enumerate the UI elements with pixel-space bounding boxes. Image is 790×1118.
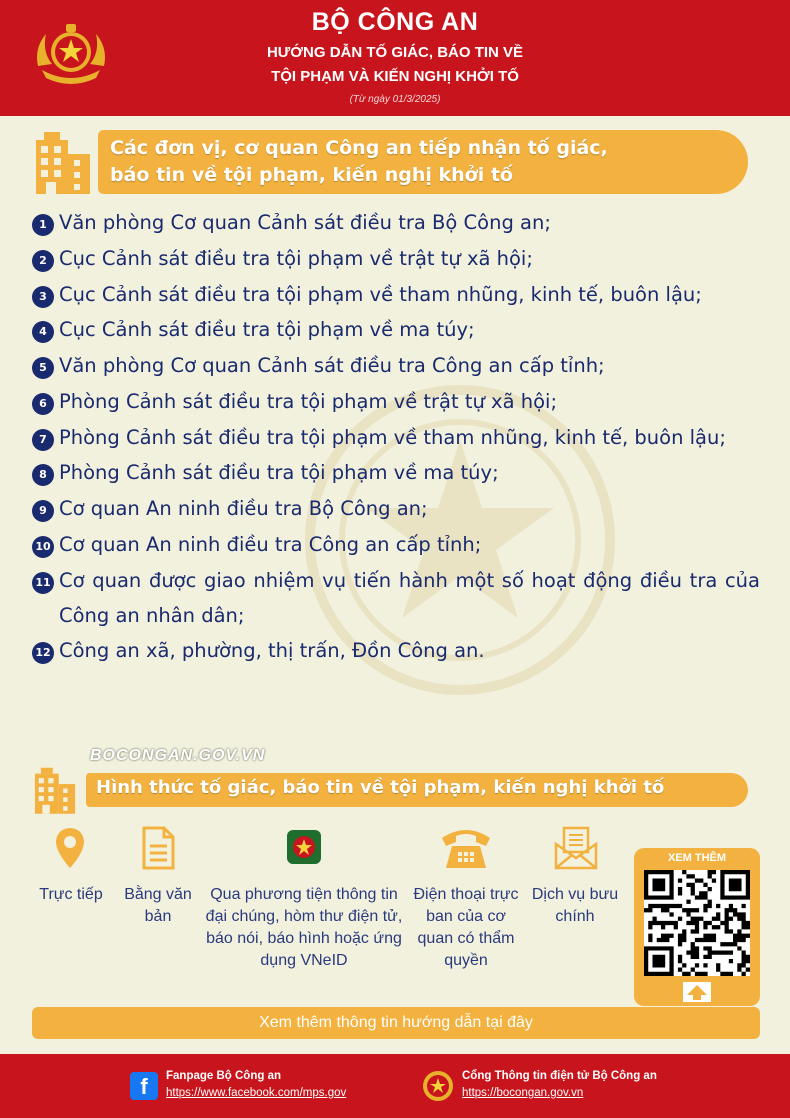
section-methods-title: Hình thức tố giác, báo tin về tội phạm, kiến nghị khởi tố xyxy=(96,777,665,798)
list-item xyxy=(32,527,760,563)
item-text: Công an xã, phường, thị trấn, Đồn Công an. xyxy=(59,639,485,662)
method-direct: Trực tiếp xyxy=(39,886,103,903)
arrow-up-icon xyxy=(683,982,711,1002)
method-media: Qua phương tiện thông tin đại chúng, hòm thư điện tử, báo nói, báo hình hoặc ứng dụng VNeID xyxy=(205,886,403,969)
item-text: Cục Cảnh sát điều tra tội phạm về ma túy; xyxy=(59,318,475,341)
item-text: Cơ quan được giao nhiệm vụ tiến hành một số hoạt động điều tra của Công an nhân dân; xyxy=(59,569,760,627)
telephone-icon xyxy=(440,826,492,870)
portal-title: Cổng Thông tin điện tử Bộ Công an xyxy=(462,1070,657,1082)
item-number: 7 xyxy=(32,429,54,451)
item-number: 6 xyxy=(32,393,54,415)
section-units-title-line2: báo tin về tội phạm, kiến nghị khởi tố xyxy=(110,164,513,186)
item-number: 9 xyxy=(32,500,54,522)
site-watermark-text: BOCONGAN.GOV.VN xyxy=(90,747,266,764)
qr-code-icon[interactable] xyxy=(644,870,750,976)
fanpage-link[interactable]: https://www.facebook.com/mps.gov xyxy=(166,1087,347,1099)
list-item xyxy=(32,205,760,241)
item-text: Phòng Cảnh sát điều tra tội phạm về ma túy; xyxy=(59,461,499,484)
list-item xyxy=(32,455,760,491)
item-text: Văn phòng Cơ quan Cảnh sát điều tra Công an cấp tỉnh; xyxy=(59,354,605,377)
footer xyxy=(0,1054,790,1118)
qr-label: XEM THÊM xyxy=(667,852,727,864)
item-text: Phòng Cảnh sát điều tra tội phạm về tham nhũng, kinh tế, buôn lậu; xyxy=(59,426,726,449)
list-item xyxy=(32,348,760,384)
list-item xyxy=(32,633,760,669)
poster-subtitle-line1: HƯỚNG DẪN TỐ GIÁC, BÁO TIN VỀ xyxy=(266,44,524,61)
item-number: 12 xyxy=(32,642,54,664)
poster-subtitle-line2: TỘI PHẠM VÀ KIẾN NGHỊ KHỞI TỐ xyxy=(271,68,519,85)
item-number: 3 xyxy=(32,286,54,308)
building-icon xyxy=(32,766,78,814)
method-postal: Dịch vụ bưu chính xyxy=(531,886,619,925)
units-list xyxy=(32,205,760,669)
method-phone: Điện thoại trực ban của cơ quan có thẩm quyền xyxy=(413,886,519,969)
item-number: 5 xyxy=(32,357,54,379)
location-pin-icon xyxy=(54,826,86,870)
item-text: Cục Cảnh sát điều tra tội phạm về trật tự xã hội; xyxy=(59,247,533,270)
more-info-link[interactable]: Xem thêm thông tin hướng dẫn tại đây xyxy=(32,1007,760,1039)
item-number: 2 xyxy=(32,250,54,272)
item-text: Cơ quan An ninh điều tra Công an cấp tỉnh; xyxy=(59,533,482,556)
mail-icon xyxy=(554,826,598,870)
qr-box[interactable] xyxy=(634,848,760,1006)
effective-date: (Từ ngày 01/3/2025) xyxy=(349,94,441,105)
fanpage-title: Fanpage Bộ Công an xyxy=(166,1070,281,1082)
item-number: 4 xyxy=(32,321,54,343)
police-emblem-icon xyxy=(422,1070,454,1102)
item-text: Văn phòng Cơ quan Cảnh sát điều tra Bộ Công an; xyxy=(59,211,551,234)
list-item xyxy=(32,420,760,455)
list-item xyxy=(32,384,760,420)
item-number: 1 xyxy=(32,214,54,236)
list-item xyxy=(32,312,760,348)
section-methods-banner xyxy=(86,773,748,807)
document-icon xyxy=(140,826,176,870)
item-number: 11 xyxy=(32,572,54,594)
list-item xyxy=(32,277,760,312)
header xyxy=(0,0,790,116)
item-number: 10 xyxy=(32,536,54,558)
org-title: BỘ CÔNG AN xyxy=(311,8,479,36)
building-icon xyxy=(32,130,94,194)
list-item xyxy=(32,563,760,633)
method-written: Bằng văn bản xyxy=(124,886,192,925)
item-text: Cơ quan An ninh điều tra Bộ Công an; xyxy=(59,497,428,520)
list-item xyxy=(32,491,760,527)
portal-link[interactable]: https://bocongan.gov.vn xyxy=(462,1087,584,1099)
facebook-icon: f xyxy=(130,1072,158,1100)
section-units-title-line1: Các đơn vị, cơ quan Công an tiếp nhận tố giác, xyxy=(110,137,608,159)
item-text: Cục Cảnh sát điều tra tội phạm về tham nhũng, kinh tế, buôn lậu; xyxy=(59,283,702,306)
item-text: Phòng Cảnh sát điều tra tội phạm về trật tự xã hội; xyxy=(59,390,558,413)
vneid-app-icon xyxy=(287,830,321,864)
list-item xyxy=(32,241,760,277)
item-number: 8 xyxy=(32,464,54,486)
section-units-banner xyxy=(98,130,748,194)
